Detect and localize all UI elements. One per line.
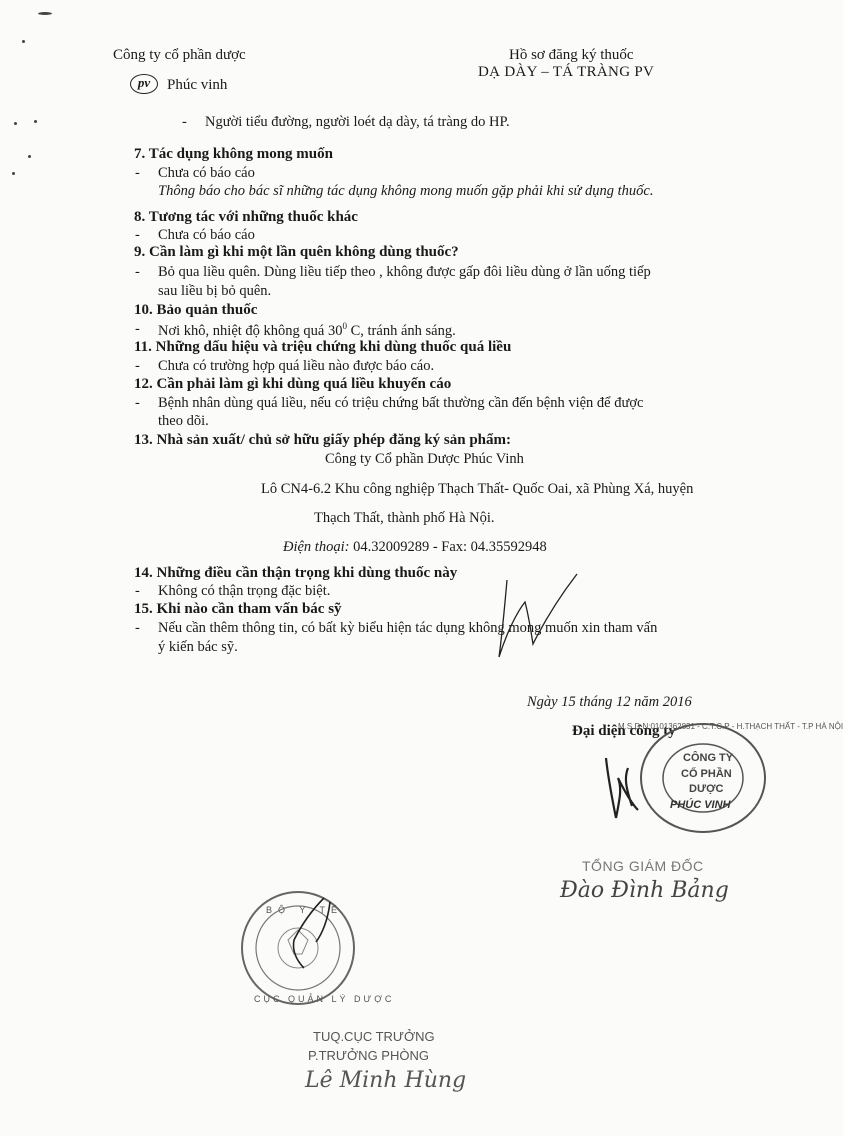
scan-speck bbox=[14, 122, 17, 125]
degree-superscript: 0 bbox=[342, 321, 347, 331]
ministry-stamp-top: BỘ Y TẾ bbox=[266, 905, 344, 915]
section-8-title: 8. Tương tác với những thuốc khác bbox=[134, 209, 358, 225]
dash-bullet: - bbox=[135, 395, 140, 411]
dash-bullet: - bbox=[135, 583, 140, 599]
manufacturer-address-line1: Lô CN4-6.2 Khu công nghiệp Thạch Thất- Quốc Oai, xã Phùng Xá, huyện bbox=[261, 481, 694, 497]
section-7-title: 7. Tác dụng không mong muốn bbox=[134, 146, 333, 162]
authority-title-line1: TUQ.CỤC TRƯỞNG bbox=[313, 1029, 435, 1044]
section-10-title: 10. Bảo quản thuốc bbox=[134, 302, 258, 318]
representative-label: Đại diện công ty bbox=[572, 723, 676, 739]
section-15-item-line2: ý kiến bác sỹ. bbox=[158, 639, 238, 655]
dash-bullet: - bbox=[182, 114, 187, 130]
manufacturer-name: Công ty Cổ phần Dược Phúc Vinh bbox=[325, 451, 524, 467]
dash-bullet: - bbox=[135, 321, 140, 337]
section-8-item: Chưa có báo cáo bbox=[158, 227, 255, 243]
scan-speck bbox=[38, 12, 52, 15]
director-name: Đào Đình Bảng bbox=[560, 878, 729, 903]
storage-text-end: C, tránh ánh sáng. bbox=[346, 322, 456, 339]
phone-label: Điện thoại: bbox=[283, 539, 350, 555]
section-15-item-line1: Nếu cần thêm thông tin, có bất kỳ biểu hiện tác dụng không mong muốn xin tham vấn bbox=[158, 620, 658, 636]
product-name: DẠ DÀY – TÁ TRÀNG PV bbox=[478, 64, 655, 80]
authority-name: Lê Minh Hùng bbox=[305, 1068, 467, 1093]
company-logo: pv bbox=[130, 74, 158, 94]
ministry-stamp-bottom: CỤC QUẢN LÝ DƯỢC bbox=[254, 994, 395, 1004]
section-7-note: Thông báo cho bác sĩ những tác dụng không mong muốn gặp phải khi sử dụng thuốc. bbox=[158, 183, 654, 199]
section-12-title: 12. Cần phải làm gì khi dùng quá liều khuyến cáo bbox=[134, 376, 452, 392]
section-12-item-line1: Bệnh nhân dùng quá liều, nếu có triệu chứng bất thường cần đến bệnh viện để được bbox=[158, 395, 644, 411]
section-15-title: 15. Khi nào cần tham vấn bác sỹ bbox=[134, 601, 342, 617]
section-12-item-line2: theo dõi. bbox=[158, 413, 209, 429]
section-9-item-line1: Bỏ qua liều quên. Dùng liều tiếp theo , không được gấp đôi liều dùng ở lần uống tiếp bbox=[158, 264, 651, 280]
manufacturer-contact bbox=[283, 539, 547, 556]
signing-date: Ngày 15 tháng 12 năm 2016 bbox=[527, 694, 692, 710]
dash-bullet: - bbox=[135, 165, 140, 181]
stamp-line2: CỔ PHẦN bbox=[681, 768, 732, 780]
initial-signature bbox=[485, 572, 585, 667]
scan-speck bbox=[28, 155, 31, 158]
manufacturer-address-line2: Thạch Thất, thành phố Hà Nội. bbox=[314, 510, 495, 526]
intro-item: Người tiểu đường, người loét dạ dày, tá tràng do HP. bbox=[205, 114, 510, 130]
dash-bullet: - bbox=[135, 264, 140, 280]
section-9-title: 9. Cần làm gì khi một lần quên không dùng thuốc? bbox=[134, 244, 459, 260]
company-name-line2: Phúc vinh bbox=[167, 77, 228, 93]
scan-speck bbox=[22, 40, 25, 43]
section-14-item: Không có thận trọng đặc biệt. bbox=[158, 583, 331, 599]
section-11-item: Chưa có trường hợp quá liều nào được báo cáo. bbox=[158, 358, 435, 374]
section-14-title: 14. Những điều cần thận trọng khi dùng thuốc này bbox=[134, 565, 458, 581]
dash-bullet: - bbox=[135, 620, 140, 636]
director-title: TỔNG GIÁM ĐỐC bbox=[582, 858, 704, 874]
dash-bullet: - bbox=[135, 358, 140, 374]
stamp-line3: DƯỢC bbox=[689, 783, 724, 795]
scan-speck bbox=[34, 120, 37, 123]
section-11-title: 11. Những dấu hiệu và triệu chứng khi dùng thuốc quá liều bbox=[134, 339, 512, 355]
storage-text: Nơi khô, nhiệt độ không quá 30 bbox=[158, 322, 343, 339]
section-13-title: 13. Nhà sản xuất/ chủ sở hữu giấy phép đăng ký sản phẩm: bbox=[134, 432, 512, 448]
section-10-item bbox=[158, 321, 456, 340]
scan-speck bbox=[12, 172, 15, 175]
section-9-item-line2: sau liều bị bỏ quên. bbox=[158, 283, 272, 299]
stamp-line1: CÔNG TY bbox=[683, 752, 734, 764]
stamp-ring-text: M.S.D.N:0101362831 - C.T.C.P - H.THẠCH THẤT - T.P HÀ NỘI bbox=[618, 722, 843, 731]
phone-fax-values: 04.32009289 - Fax: 04.35592948 bbox=[349, 539, 547, 555]
dash-bullet: - bbox=[135, 227, 140, 243]
company-name-line1: Công ty cổ phần dược bbox=[113, 47, 246, 63]
dossier-title: Hồ sơ đăng ký thuốc bbox=[509, 47, 634, 63]
stamp-line4: PHÚC VINH bbox=[670, 799, 731, 811]
section-7-item: Chưa có báo cáo bbox=[158, 165, 255, 181]
authority-title-line2: P.TRƯỞNG PHÒNG bbox=[308, 1048, 429, 1063]
